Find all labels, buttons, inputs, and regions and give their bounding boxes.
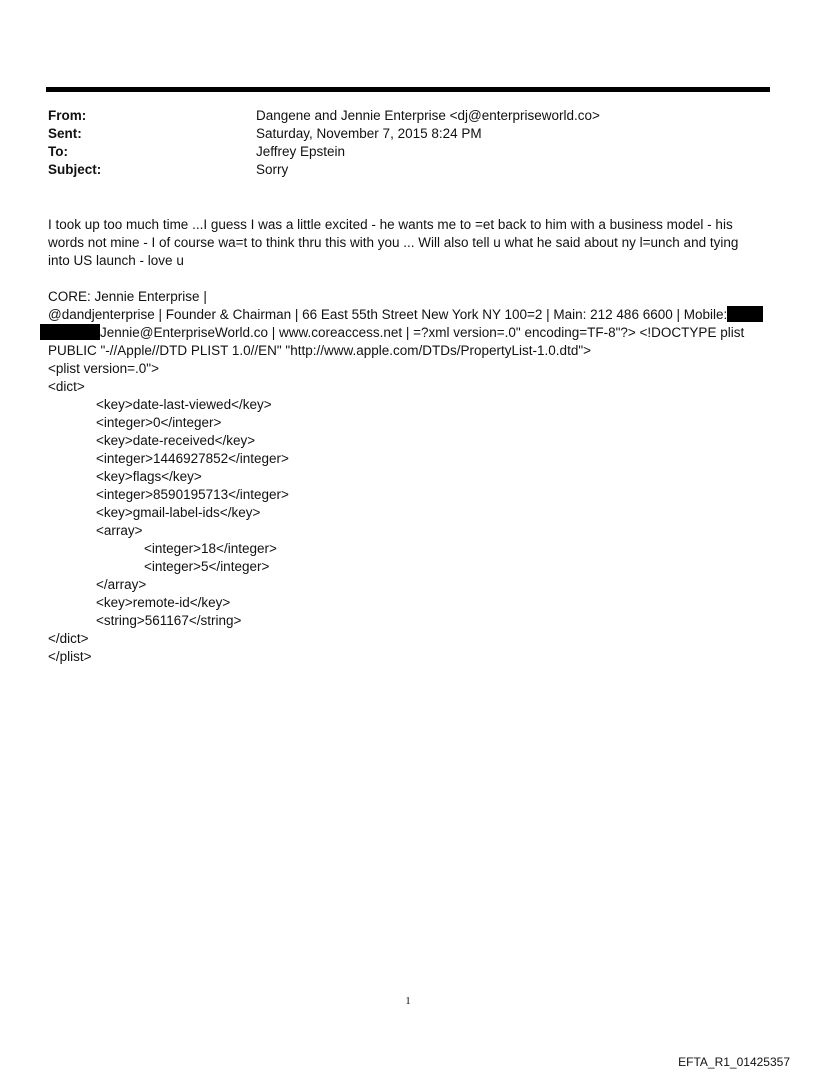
plist-line: <integer>18</integer> (144, 541, 277, 556)
sent-value: Saturday, November 7, 2015 8:24 PM (256, 126, 482, 141)
plist-line: <dict> (48, 379, 85, 394)
subject-value: Sorry (256, 162, 289, 177)
plist-line: <key>remote-id</key> (96, 595, 231, 610)
plist-line: <key>flags</key> (96, 469, 202, 484)
signature-line: PUBLIC "-//Apple//DTD PLIST 1.0//EN" "http://www.apple.com/DTDs/PropertyList-1.0.dtd"> (48, 343, 591, 358)
plist-line: <string>561167</string> (96, 613, 242, 628)
from-label: From: (48, 108, 87, 123)
plist-line: </plist> (48, 649, 92, 664)
plist-line: <key>date-last-viewed</key> (96, 397, 272, 412)
plist-line: <integer>5</integer> (144, 559, 270, 574)
sent-row (48, 125, 600, 143)
subject-row (48, 161, 600, 179)
message-line: words not mine - I of course wa=t to think thru this with you ... Will also tell u what he said about ny l=unch and tying (48, 235, 739, 250)
from-value: Dangene and Jennie Enterprise <dj@enterpriseworld.co> (256, 108, 600, 123)
plist-line: <integer>1446927852</integer> (96, 451, 289, 466)
redaction-box (40, 324, 100, 340)
subject-label: Subject: (48, 162, 102, 177)
to-label: To: (48, 144, 68, 159)
to-row (48, 143, 600, 161)
bates-number: EFTA_R1_01425357 (678, 1055, 790, 1069)
plist-line: <key>gmail-label-ids</key> (96, 505, 261, 520)
to-value: Jeffrey Epstein (256, 144, 346, 159)
message-line: I took up too much time ...I guess I was a little excited - he wants me to =et back to him with a business model - his (48, 217, 733, 232)
signature-line-text: @dandjenterprise | Founder & Chairman | 66 East 55th Street New York NY 100=2 | Main: 212 486 6600 | Mobile: (48, 307, 728, 322)
signature-line-text: Jennie@EnterpriseWorld.co | www.coreaccess.net | =?xml version=.0" encoding=TF-8"?> <!DOCTYPE plist (100, 325, 745, 340)
plist-line: <integer>0</integer> (96, 415, 222, 430)
signature-line-with-redaction (48, 306, 773, 324)
plist-line: <plist version=.0"> (48, 361, 159, 376)
sent-label: Sent: (48, 126, 82, 141)
plist-line: </dict> (48, 631, 89, 646)
redaction-box (727, 306, 763, 322)
plist-line: <integer>8590195713</integer> (96, 487, 289, 502)
plist-line: <array> (96, 523, 143, 538)
plist-block (48, 360, 773, 666)
message-text (48, 216, 773, 270)
email-header (48, 107, 600, 179)
signature-line: CORE: Jennie Enterprise | (48, 289, 207, 304)
from-row (48, 107, 600, 125)
page-number: 1 (405, 995, 411, 1007)
email-body (48, 216, 773, 666)
message-line: into US launch - love u (48, 253, 184, 268)
plist-line: <key>date-received</key> (96, 433, 256, 448)
signature-block (48, 288, 773, 360)
header-rule (46, 87, 770, 92)
signature-line-with-redaction (40, 324, 773, 342)
plist-line: </array> (96, 577, 147, 592)
